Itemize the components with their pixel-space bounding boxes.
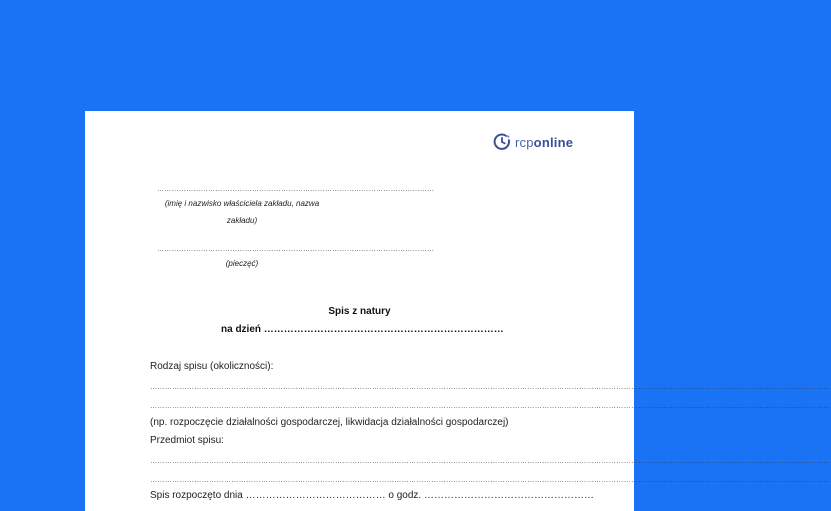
logo-text-rcp: rcp: [515, 134, 534, 150]
kind-field-line-2[interactable]: ……………………………………………………………………………………………………………………………………………………………………………………………………………………………………………………: [150, 403, 831, 410]
kind-example: (np. rozpoczęcie działalności gospodarczej, likwidacja działalności gospodarczej): [150, 417, 509, 428]
document-page: [85, 111, 831, 511]
subject-field-line-2[interactable]: ……………………………………………………………………………………………………………………………………………………………………………………………………………………………………………………: [150, 477, 831, 484]
kind-field-line-1[interactable]: ……………………………………………………………………………………………………………………………………………………………………………………………………………………………………………………: [150, 384, 831, 391]
owner-name-caption: (imię i nazwisko właściciela zakładu, nazwa zakładu): [164, 199, 320, 225]
kind-label: Rodzaj spisu (okoliczności):: [150, 361, 274, 372]
owner-name-field[interactable]: ……………………………………………………………………………………………………: [157, 186, 435, 193]
start-line[interactable]: Spis rozpoczęto dnia …………………………………… o godz. ……………………………………………: [150, 490, 594, 501]
logo-text-online: online: [533, 134, 574, 150]
stamp-caption: (pieczęć): [225, 259, 259, 268]
subject-label: Przedmiot spisu:: [150, 435, 224, 446]
subject-field-line-1[interactable]: ……………………………………………………………………………………………………………………………………………………………………………………………………………………………………………………: [150, 458, 831, 465]
document-title: Spis z natury: [328, 306, 391, 317]
stamp-field[interactable]: ……………………………………………………………………………………………………: [157, 246, 435, 253]
clock-logo-icon: [493, 133, 511, 151]
date-line[interactable]: na dzień ………………………………………………………………: [221, 324, 504, 335]
logo-text: [515, 136, 573, 149]
rcponline-logo: [493, 133, 573, 151]
